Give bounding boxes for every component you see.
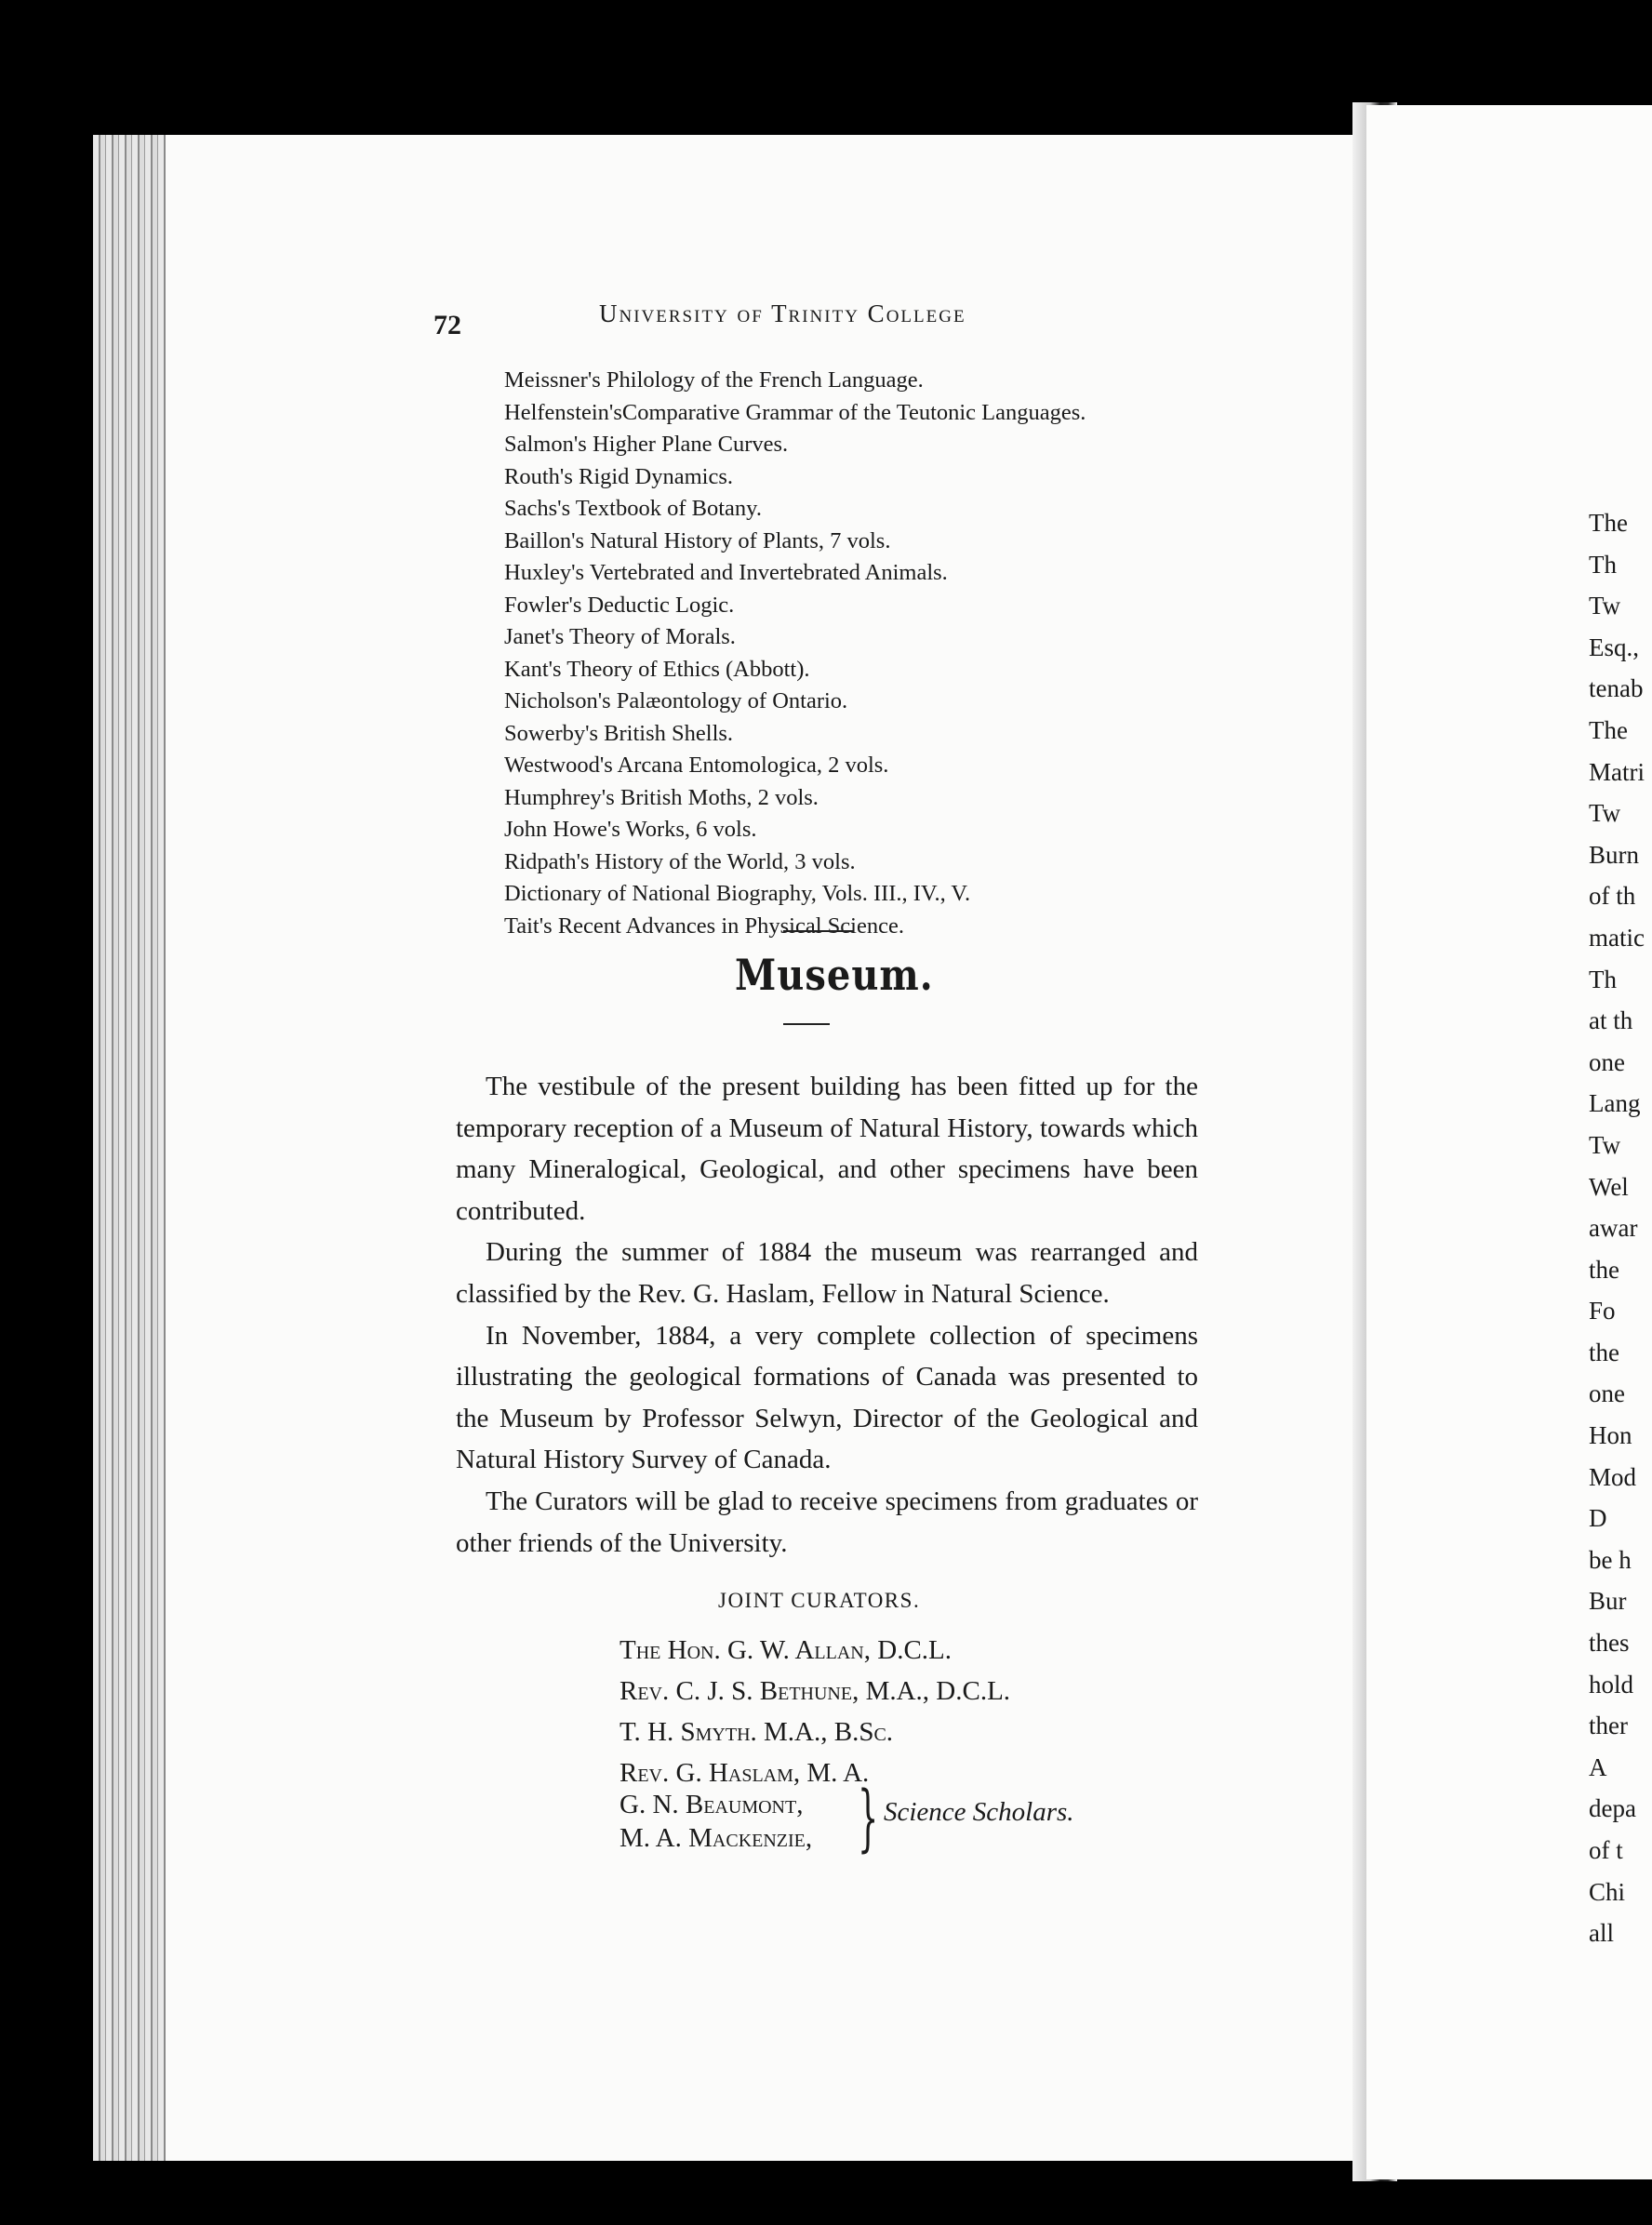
running-head-title: University of Trinity College — [599, 300, 966, 327]
right-page-line: Th — [1589, 965, 1617, 993]
book-list-item: Sowerby's British Shells. — [504, 720, 734, 746]
book-list-item: Humphrey's British Moths, 2 vols. — [504, 784, 819, 810]
book-list-item: Dictionary of National Biography, Vols. III., IV., V. — [504, 881, 971, 906]
book-list-item: Salmon's Higher Plane Curves. — [504, 432, 789, 457]
book-list-item: Sachs's Textbook of Botany. — [504, 496, 762, 521]
right-page-line: The — [1589, 509, 1628, 537]
scholar-name: G. N. Beaumont, — [620, 1790, 804, 1819]
book-list-item: Meissner's Philology of the French Language. — [504, 367, 924, 393]
book-list-item: Tait's Recent Advances in Physical Science. — [504, 913, 904, 939]
book-list-item: Kant's Theory of Ethics (Abbott). — [504, 656, 810, 682]
right-page-line: Bur — [1589, 1587, 1627, 1616]
book-list-item: Janet's Theory of Morals. — [504, 624, 736, 649]
book-list-item: John Howe's Works, 6 vols. — [504, 817, 757, 842]
right-page-line: ther — [1589, 1712, 1628, 1740]
right-page-line: be h — [1589, 1545, 1632, 1574]
paragraph: The vestibule of the present building has been fitted up for the temporary reception of a Museum of Natural History, towards which many Mineralogical, Geological, and other specimens have been contributed. — [456, 1072, 1198, 1226]
divider-rule-top — [783, 930, 854, 932]
right-page-line: Th — [1589, 550, 1617, 579]
book-list-item: Nicholson's Palæontology of Ontario. — [504, 688, 848, 713]
paragraph: During the summer of 1884 the museum was rearranged and classified by the Rev. G. Haslam, Fellow in Natural Science. — [456, 1237, 1198, 1309]
right-page-line: matic — [1589, 923, 1645, 952]
right-page-line: Burn — [1589, 840, 1639, 869]
curator-name: Rev. C. J. S. Bethune, M.A., D.C.L. — [620, 1676, 1011, 1706]
right-page-line: depa — [1589, 1794, 1636, 1823]
right-page-text — [1589, 502, 1645, 1954]
right-page-line: at th — [1589, 1006, 1633, 1035]
brace-icon: } — [858, 1777, 879, 1860]
book-list-item: Ridpath's History of the World, 3 vols. — [504, 848, 856, 874]
right-page-line: Lang — [1589, 1089, 1641, 1118]
right-page-line: Matri — [1589, 757, 1645, 786]
right-page-line: Esq., — [1589, 633, 1639, 661]
paragraph: In November, 1884, a very complete collection of specimens illustrating the geological formations of Canada was presented to the Museum by Professor Selwyn, Director of the Geological and Natural History Survey of Canada. — [456, 1320, 1198, 1475]
scholars-label: Science Scholars. — [884, 1797, 1074, 1827]
right-page-line: the — [1589, 1338, 1619, 1366]
right-page-line: Tw — [1589, 1130, 1621, 1159]
curators-heading: JOINT CURATORS. — [718, 1589, 921, 1612]
page-edges — [93, 135, 166, 2161]
right-page-line: Hon — [1589, 1421, 1632, 1450]
right-page-line: awar — [1589, 1214, 1638, 1243]
section-heading: Museum. — [735, 950, 934, 1001]
right-page-line: all — [1589, 1919, 1614, 1948]
book-list-item: Helfenstein'sComparative Grammar of the Teutonic Languages. — [504, 399, 1086, 425]
book-list-item: Routh's Rigid Dynamics. — [504, 463, 734, 489]
right-page-line: of th — [1589, 882, 1636, 911]
book-list-item: Westwood's Arcana Entomologica, 2 vols. — [504, 753, 889, 778]
page-number: 72 — [433, 310, 461, 340]
book-list-item: Baillon's Natural History of Plants, 7 vols. — [504, 527, 891, 553]
scholar-name: M. A. Mackenzie, — [620, 1823, 813, 1853]
divider-rule-bottom — [783, 1023, 830, 1025]
right-page-line: the — [1589, 1255, 1619, 1284]
scholars-list — [620, 1788, 812, 1855]
right-page-line: The — [1589, 715, 1628, 744]
right-page-line: of t — [1589, 1836, 1623, 1864]
curator-name: T. H. Smyth. M.A., B.Sc. — [620, 1717, 894, 1747]
curators-list — [620, 1630, 1010, 1793]
right-page-line: Chi — [1589, 1877, 1626, 1906]
right-page-line: thes — [1589, 1629, 1630, 1658]
right-page-line: Fo — [1589, 1297, 1616, 1326]
right-page-line: one — [1589, 1379, 1625, 1408]
book-list-item: Fowler's Deductic Logic. — [504, 592, 735, 618]
museum-body — [456, 1066, 1198, 1564]
right-page-line: A — [1589, 1752, 1607, 1781]
right-page-line: D — [1589, 1504, 1607, 1533]
right-page-line: one — [1589, 1047, 1625, 1076]
book-list — [504, 365, 1230, 942]
paragraph: The Curators will be glad to receive specimens from graduates or other friends of the University. — [456, 1486, 1198, 1558]
right-page-line: tenab — [1589, 674, 1644, 703]
right-page-line: Wel — [1589, 1172, 1629, 1201]
right-page-line: hold — [1589, 1670, 1634, 1699]
right-page-line: Tw — [1589, 592, 1621, 620]
book-list-item: Huxley's Vertebrated and Invertebrated Animals. — [504, 560, 948, 585]
curator-name: Rev. G. Haslam, M. A. — [620, 1758, 870, 1788]
right-page-line: Tw — [1589, 799, 1621, 828]
curator-name: The Hon. G. W. Allan, D.C.L. — [620, 1635, 952, 1665]
right-page-line: Mod — [1589, 1462, 1637, 1491]
